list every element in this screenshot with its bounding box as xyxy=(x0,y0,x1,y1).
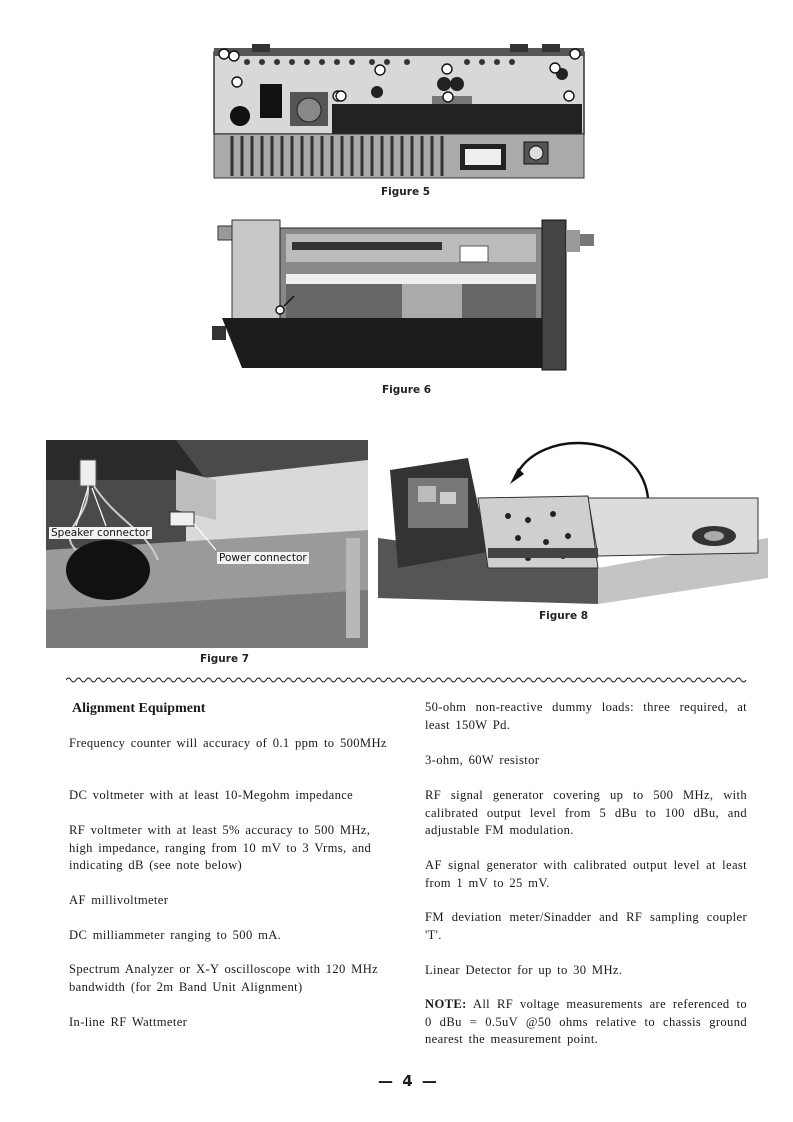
left-item-3: RF voltmeter with at least 5% accuracy to 500 MHz, high impedance, ranging from 10 mV to 3 Vrms, and indicating dB (see note below) xyxy=(69,823,372,872)
wavy-divider xyxy=(66,676,748,684)
section-title: Alignment Equipment xyxy=(72,701,206,716)
right-item-2: 3-ohm, 60W resistor xyxy=(425,753,540,767)
left-item-6: Spectrum Analyzer or X-Y oscilloscope with 120 MHz bandwidth (for 2m Band Unit Alignment) xyxy=(69,962,379,994)
figure-6-photo xyxy=(212,218,602,376)
figure-7-photo xyxy=(46,440,368,648)
left-item-7: In-line RF Wattmeter xyxy=(69,1015,188,1029)
left-item-1: Frequency counter will accuracy of 0.1 ppm to 500MHz xyxy=(69,736,387,750)
right-item-4: AF signal generator with calibrated output level at least from 1 mV to 25 mV. xyxy=(425,858,747,890)
note-block xyxy=(425,996,747,1049)
figure-7-caption: Figure 7 xyxy=(200,653,250,665)
left-item-2: DC voltmeter with at least 10-Megohm impedance xyxy=(69,788,354,802)
right-item-5: FM deviation meter/Sinadder and RF sampling coupler 'T'. xyxy=(425,910,747,942)
right-item-6: Linear Detector for up to 30 MHz. xyxy=(425,963,623,977)
figure-5-photo xyxy=(212,44,588,182)
left-item-5: DC milliammeter ranging to 500 mA. xyxy=(69,928,282,942)
power-connector-label: Power connector xyxy=(219,552,307,564)
figure-8-caption: Figure 8 xyxy=(539,610,589,622)
note-text: All RF voltage measurements are referenced to 0 dBu = 0.5uV @50 ohms relative to chassis ground nearest the measurement point. xyxy=(425,997,747,1046)
note-label: NOTE: xyxy=(425,997,467,1011)
speaker-connector-label: Speaker connector xyxy=(51,527,150,539)
left-item-4: AF millivoltmeter xyxy=(69,893,169,907)
page-number: — 4 — xyxy=(378,1072,439,1090)
right-item-1: 50-ohm non-reactive dummy loads: three required, at least 150W Pd. xyxy=(425,700,747,732)
figure-6-caption: Figure 6 xyxy=(382,384,432,396)
figure-8-photo xyxy=(378,428,768,604)
figure-5-caption: Figure 5 xyxy=(381,186,431,198)
right-item-3: RF signal generator covering up to 500 MHz, with calibrated output level from 5 dBu to 100 dBu, and adjustable FM modulation. xyxy=(425,788,747,837)
